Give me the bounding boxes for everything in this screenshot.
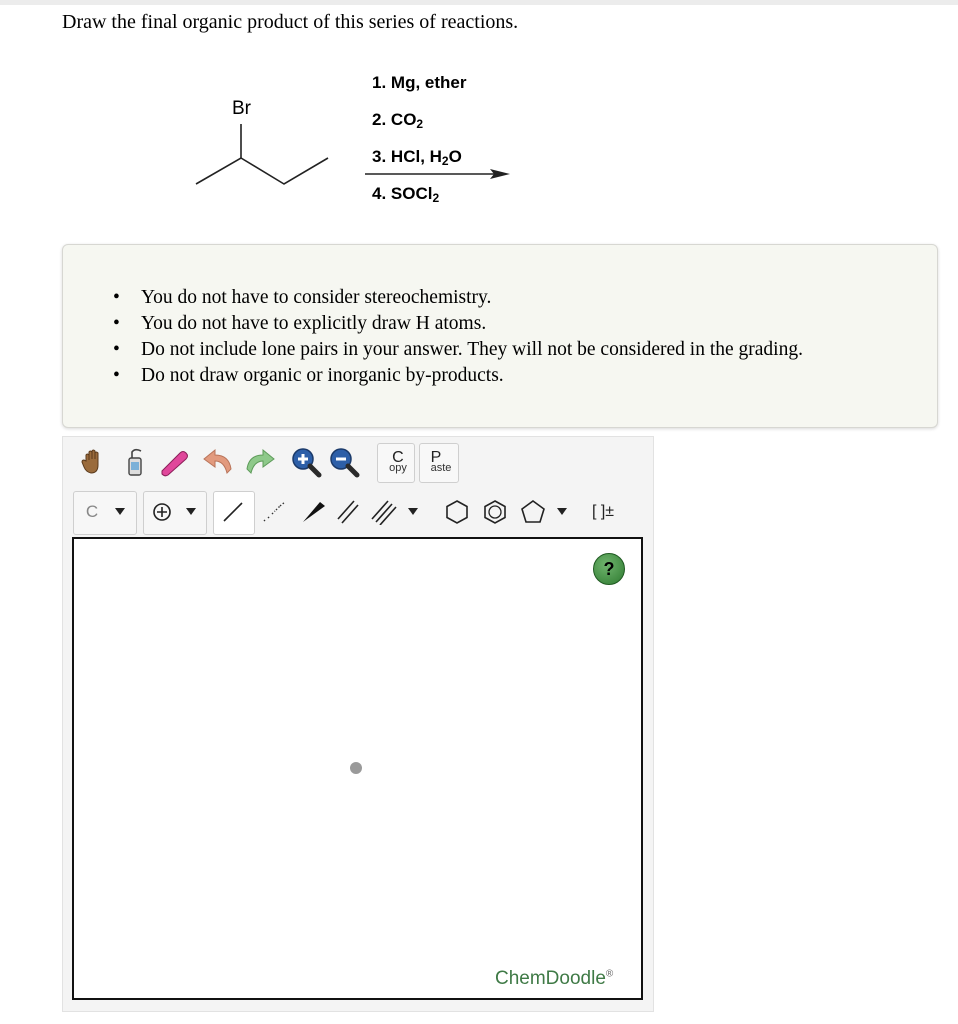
instructions-box	[62, 244, 938, 428]
cyclopentane-icon[interactable]	[516, 495, 550, 529]
redo-icon[interactable]	[240, 443, 278, 481]
skeletal-structure	[196, 158, 328, 184]
instruction-item: • You do not have to consider stereochemistry.	[111, 285, 803, 311]
copy-bottom-text: opy	[389, 462, 407, 474]
single-bond-icon	[216, 495, 250, 529]
benzene-icon[interactable]	[478, 495, 512, 529]
condition-step-3: 3. HCl, $H_2O$	[372, 147, 462, 168]
chevron-down-icon[interactable]	[183, 500, 199, 524]
instruction-item: • You do not have to explicitly draw H atoms.	[111, 311, 803, 337]
instructions-list	[111, 285, 803, 389]
bromine-label: Br	[232, 98, 251, 119]
double-bond-icon[interactable]	[331, 495, 365, 529]
instruction-item: • Do not draw organic or inorganic by-products.	[111, 363, 803, 389]
undo-icon[interactable]	[200, 443, 238, 481]
charge-bracket-button[interactable]: [ ]±	[591, 503, 615, 520]
hand-icon[interactable]	[74, 443, 112, 481]
condition-step-1: 1. Mg, ether	[372, 73, 467, 92]
brand-mark: ®	[605, 968, 614, 980]
atom-label: C	[85, 502, 99, 521]
chevron-down-icon[interactable]	[112, 500, 128, 524]
chemdoodle-brand	[495, 968, 613, 990]
zoom-in-icon[interactable]	[287, 443, 325, 481]
wedge-bond-icon[interactable]	[296, 495, 330, 529]
hash-bond-icon[interactable]	[257, 495, 291, 529]
question-prompt: Draw the final organic product of this series of reactions.	[62, 11, 519, 33]
paste-top-letter: P	[430, 449, 442, 466]
help-button[interactable]: ?	[593, 553, 625, 585]
triple-bond-icon[interactable]	[366, 495, 402, 529]
eraser-bottle-icon[interactable]	[115, 443, 153, 481]
cyclohexane-icon[interactable]	[440, 495, 474, 529]
paste-button[interactable]	[419, 443, 459, 483]
canvas-cursor-dot	[350, 762, 362, 774]
condition-step-2: 2. $CO_2$	[372, 110, 424, 131]
zoom-out-icon[interactable]	[325, 443, 363, 481]
copy-button[interactable]	[377, 443, 415, 483]
chevron-down-icon[interactable]	[554, 500, 570, 524]
reaction-scheme	[0, 0, 958, 240]
paste-bottom-text: aste	[430, 462, 452, 474]
copy-top-letter: C	[392, 449, 404, 466]
chevron-down-icon[interactable]	[405, 500, 421, 524]
brand-text: ChemDoodle	[495, 968, 606, 989]
eraser-icon[interactable]	[156, 443, 194, 481]
condition-step-4: 4. SOCl$_2$	[372, 184, 440, 205]
instruction-item: • Do not include lone pairs in your answer. They will not be considered in the grading.	[111, 337, 803, 363]
charge-icon[interactable]	[150, 499, 174, 525]
